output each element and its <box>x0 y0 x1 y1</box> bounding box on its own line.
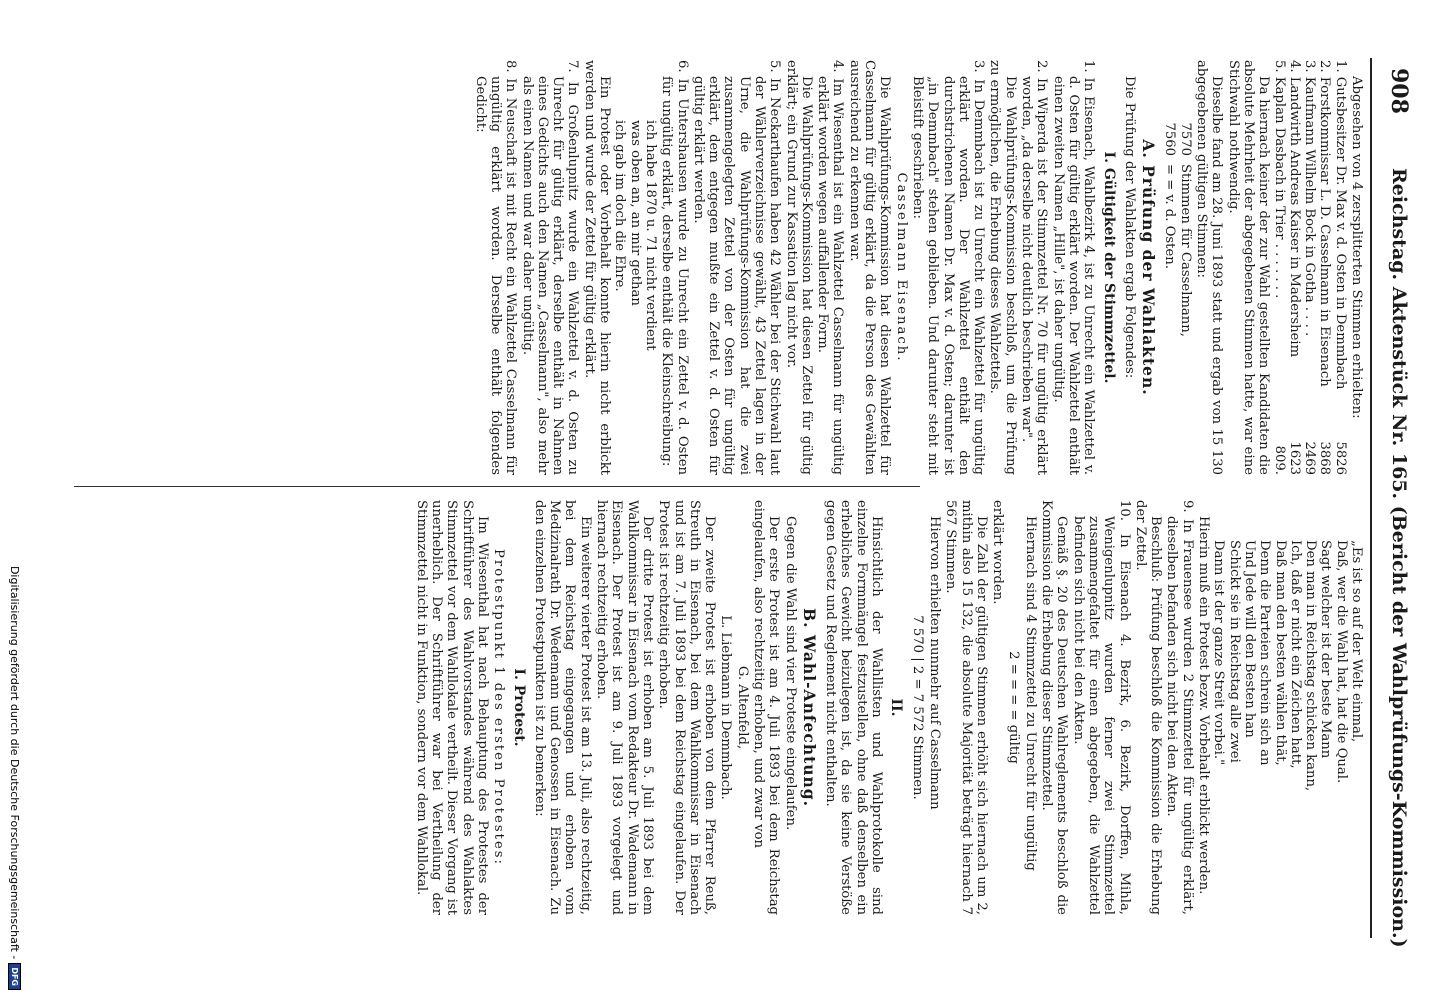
poem-line: Dann ist der ganze Streit vorbei." <box>1211 540 1227 766</box>
paragraph: Hinsichtlich der Wahllisten und Wahlprotokolle sind einzelne Formmängel festzustellen, ohne daß denselben ein erhebliches Gewicht beizulegen ist, da sie keine Verstöße gegen Gesetz und Reglement nicht enthalten. <box>823 500 885 915</box>
paragraph: Dieselbe fand am 28. Juni 1893 statt und ergab von 15 130 abgegebenen gültigen Stimmen: <box>1194 60 1225 475</box>
paragraph: Hiervon erhielten nunmehr auf Casselmann <box>926 516 942 810</box>
subsection-heading: II. <box>888 698 905 717</box>
poem-line: Sagt welcher ist der beste Mann <box>1318 540 1334 759</box>
dfg-logo-icon: DFG <box>9 963 22 990</box>
digitization-credit <box>6 560 24 990</box>
candidate-row: 5. Kaplan Dasbach in Trier . . . . . . . 809. <box>1271 60 1287 475</box>
paragraph: Gemäß §. 20 des Deutschen Wahlreglements beschloß die Kommission die Erhebung dieser Stimmzettel. <box>1039 500 1070 915</box>
list-item: 10. In Eisenach 4. Bezirk, 6. Bezirk, Dorffen, Mihla, Wenigenlupnitz wurden ferner zwei Stimmzettel zusammengefaltet für einen abgegeben, die Wahlzettel befinden sich nicht bei den Akten. <box>1070 500 1132 915</box>
paragraph: Ein Protest oder Vorbehalt konnte hierin nicht erblickt werden und wurde der Zettel für gültig erklärt. <box>581 60 613 475</box>
section-heading: A. Prüfung der Wahlakten. <box>1139 139 1159 396</box>
result-row: 7570 Stimmen für Casselmann, <box>1177 122 1193 337</box>
paragraph: Die Prüfung der Wahlakten ergab Folgendes: <box>1121 76 1137 379</box>
paragraph: Hiernach sind 4 Stimmzettel zu Unrecht für ungültig <box>1022 516 1038 871</box>
list-item: 1. In Eisenach, Wahlbezirk 4, ist zu Unrecht ein Wahlzettel v. d. Osten für gültig erklärt worden. Der Wahlzettel enthält einen zweiten Namen „Hille", ist daher ungültig. <box>1050 60 1097 475</box>
paragraph: erklärt worden. <box>990 500 1006 605</box>
poem-line: Und Jede will den Besten han <box>1241 540 1257 738</box>
left-column <box>471 60 1364 475</box>
paragraph: Die Wahlprüfungs-Kommission hat diesen Wahlzettel für Casselmann für gültig erklärt, da die Person des Gewählten ausreichend zu erkennen war. <box>846 60 893 475</box>
column-divider <box>74 486 920 487</box>
paragraph: Hierin muß ein Protest bezw. Vorbehalt erblickt werden. <box>1196 516 1212 895</box>
paragraph: Gegen die Wahl sind vier Proteste eingelaufen. <box>782 516 798 831</box>
candidate-row: 2. Forstkommissar L. D. Casselmann in Eisenach 3868 <box>1317 60 1333 475</box>
list-item: 9. In Frauensee wurden 2 Stimmzettel für ungültig erklärt, dieselben befanden sich nicht bei den Akten. <box>1164 500 1195 915</box>
subsection-heading: I. Gültigkeit der Stimmzettel. <box>1100 151 1117 384</box>
list-item: 8. In Neuschaft ist mit Recht ein Wahlzettel Casselmann für ungültig erklärt worden. Derselbe enthält folgendes Gedicht: <box>472 60 519 475</box>
paragraph: Der erste Protest ist am 4. Juli 1893 bei dem Reichstag eingelaufen, also rechtzeitig erhoben, und zwar von <box>751 500 782 915</box>
paragraph: Die Zahl der gültigen Stimmen erhöht sich hiernach um 2, mithin also 15 132, die absolute Majorität beträgt hiernach 7 567 Stimmen. <box>943 500 989 915</box>
paragraph: Ein weiterer vierter Protest ist am 13. Juli, also rechtzeitig, bei dem Reichstag eingegangen und erhoben vom Medizinalrath Dr. Wedemann und Genossen in Eisenach. Zu den einzelnen Protestpunkten ist zu bemerken: <box>531 500 593 915</box>
tally-row: 2 = = = = gültig <box>1006 651 1022 764</box>
paragraph: Beschluß: Prüfung beschloß die Kommission die Erhebung der Zettel. <box>1132 500 1164 915</box>
poem-line: Denn die Parteien schrein sich an <box>1257 540 1273 766</box>
signer: L. Liebmann in Demmbach. <box>718 615 734 800</box>
protest-point-heading: Protestpunkt 1 des ersten Protestes: <box>491 549 507 866</box>
intro-text: Abgesehen von 4 zersplitterten Stimmen erhielten: <box>1349 76 1364 419</box>
poem-line: Den man in Reichstag schicken kann, <box>1303 540 1319 792</box>
running-title: Reichstag. Aktenstück Nr. 165. (Bericht der Wahlprüfungs-Kommission.) <box>1388 168 1410 948</box>
poem-line: Daß, wer die Wahl hat, hat die Qual. <box>1333 540 1349 784</box>
signer: G. Altenfeld, <box>734 665 750 750</box>
poem-line: Ich, daß er nicht ein Zeichen hatt, <box>1287 540 1303 769</box>
subsection-heading: I. Protest. <box>510 668 527 747</box>
vote-equation: 7 570 | 2 = 7 572 Stimmen. <box>909 615 925 800</box>
list-item: 6. In Untershausen wurde zu Unrecht ein Zettel v. d. Osten für ungültig erklärt, derselbe enthält die Kleinschreibung: <box>659 60 690 475</box>
list-item: 5. In Neckarthaufen haben 42 Wähler bei der Stichwahl laut der Wählerverzeichnisse gewählt, 43 Zettel lagen in der Urne, die Wahlprüfungs-Kommission hat die zwei zusammengelegten Zettel von der Osten für ungültig erklärt, dem entgegen mußte ein Zettel v. d. Osten für gültig erklärt werden. <box>690 60 783 475</box>
credit-text: Digitalisierung gefördert durch die Deutsche Forschungsgemeinschaft - <box>8 565 22 960</box>
paragraph: Die Wahlprüfungs-Kommission hat diesen Zettel für gültig erklärt; ein Grund zur Kassation lag nicht vor. <box>783 60 814 475</box>
poem-line: „Es ist so auf der Welt einmal, <box>1349 540 1364 743</box>
quoted-name: Casselmann Eisenach. <box>893 172 909 363</box>
paragraph: Im Wiesenthal hat nach Behauptung des Protestes der Schriftführer des Wahlvorstandes während des Wahlaktes Stimmzettel vor dem Wahllokale vertheilt. Dieser Vorgang ist unerheblich. Der Schriftführer war bei Vertheilung der Stimmzettel nicht in Funktion, sondern vor dem Wahllokal. <box>413 500 490 915</box>
list-item: 7. In Großenlupnitz wurde ein Wahlzettel v. d. Osten zu Unrecht für gültig erklärt, derselbe enthält in Nahmen eines Gedichts auch den Namen „Casselmann", also mehr als einen Namen und war daher ungültig. <box>519 60 581 475</box>
section-heading: B. Wahl-Anfechtung. <box>799 607 819 808</box>
right-column <box>412 500 1364 915</box>
poem-line: Daß man den besten wählen thät, <box>1272 540 1288 766</box>
verse-line: was oben an, an mir gethan <box>627 120 643 306</box>
paragraph: Der zweite Protest ist erhoben von dem Pfarrer Reuß, Streuth in Eisenach, bei dem Wahlkommissar in Eisenach und ist am 7. Juli 1893 bei dem Reichstag eingelaufen. Der Protest ist rechtzeitig erhoben. <box>656 500 718 915</box>
list-item: 4. Im Wiesenthal ist ein Wahlzettel Casselmann für ungültig erklärt worden wegen auffallender Form. <box>815 60 846 475</box>
verse-line: ich habe 1870 u. 71 nicht verdient <box>642 120 658 351</box>
candidate-row: 4. Landwirth Andreas Kaiser in Madersheim 1623 <box>1286 60 1302 475</box>
verse-line: ich gab im doch die Ehre. <box>612 120 628 292</box>
poem-line: Schickt sie in Reichstag alle zwei <box>1226 540 1242 763</box>
page-number: 908 <box>1386 68 1412 114</box>
page-header <box>1370 58 1424 948</box>
list-item: 2. In Wiperda ist der Stimmzettel Nr. 70 für ungültig erklärt worden, „da derselbe nicht deutlich beschrieben war". <box>1019 60 1050 475</box>
paragraph: Da hiernach keiner der zur Wahl gestellten Kandidaten die absolute Mehrheit der abgegebenen Stimmen hatte, war eine Stichwahl nothwendig. <box>1225 60 1272 475</box>
paragraph: Der dritte Protest ist erhoben am 5. Juli 1893 bei dem Wahlkommissar in Eisenach vom Redakteur Dr. Wademann in Eisenach. Der Protest ist am 9. Juli 1893 vorgelegt und hiernach rechtzeitig erhoben. <box>594 500 655 915</box>
candidate-row: 1. Gutsbesitzer Dr. Max v. d. Osten in Demmbach 5826 <box>1332 60 1348 475</box>
result-row: 7560 = = v. d. Osten. <box>1162 122 1178 269</box>
paragraph: Die Wahlprüfungs-Kommission beschloß, um die Prüfung zu ermöglichen, die Erhebung dieses Wahlzettels. <box>987 60 1018 475</box>
candidate-row: 3. Kaufmann Wilhelm Bock in Gotha . . . . 2469 <box>1302 60 1318 475</box>
list-item: 3. In Demmbach ist zu Unrecht ein Wahlzettel für ungültig erklärt worden. Der Wahlzettel enthält den durchstrichenen Namen Dr. Max v. d. Osten; darunter ist „in Demmbach" stehen geblieben. Und darunter steht mit Bleistift geschrieben: <box>909 60 987 475</box>
